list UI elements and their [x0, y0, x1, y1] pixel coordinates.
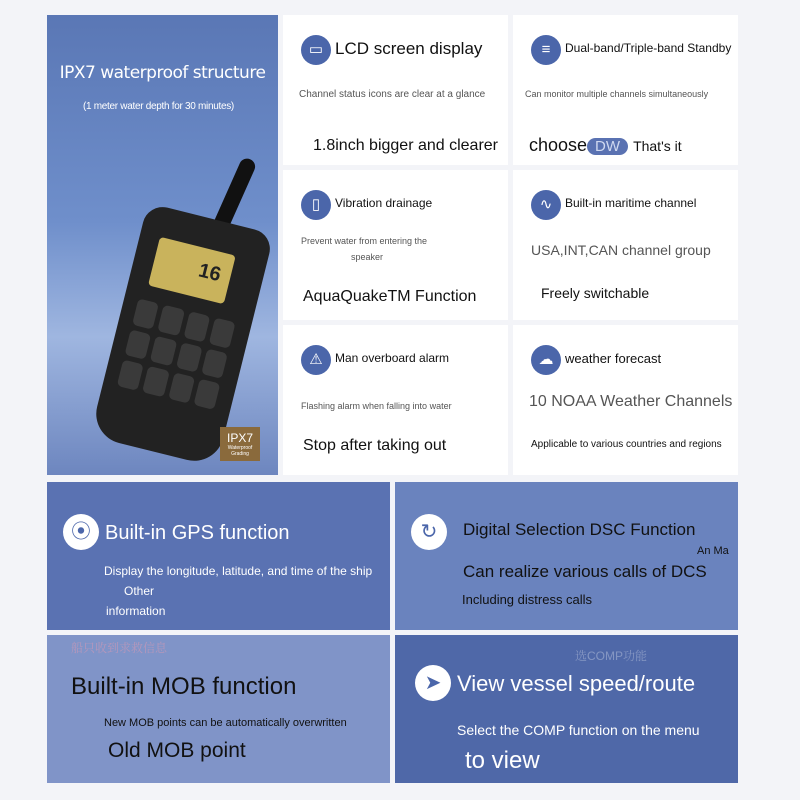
lcd-screen-icon: ▭	[301, 35, 331, 65]
panel-text: Old MOB point	[108, 739, 246, 762]
panel-text: Can realize various calls of DCS	[463, 562, 707, 581]
card-desc: Can monitor multiple channels simultaneously	[525, 89, 709, 99]
card-desc: Channel status icons are clear at a glance	[299, 89, 486, 100]
navigation-icon: ➤	[415, 665, 451, 701]
card-title: Man overboard alarm	[335, 351, 450, 365]
vibration-icon: ▯	[301, 190, 331, 220]
card-main: AquaQuakeTM Function	[303, 288, 477, 305]
alarm-icon: ⚠	[301, 345, 331, 375]
card-desc: Prevent water from entering the	[301, 236, 428, 246]
maritime-channel-icon: ∿	[531, 190, 561, 220]
panel-ghost-text: 船只收到求救信息	[71, 641, 168, 655]
card-weather	[513, 325, 738, 475]
hero-title: IPX7 waterproof structure	[59, 63, 266, 83]
gps-pin-icon: ⦿	[63, 514, 99, 550]
panel-speed-route	[395, 635, 738, 783]
panel-text: to view	[465, 747, 540, 774]
card-title: Dual-band/Triple-band Standby	[565, 41, 732, 55]
card-alarm	[283, 325, 508, 475]
card-title: Vibration drainage	[335, 196, 433, 210]
panel-title: Built-in GPS function	[105, 522, 290, 544]
card-main: Freely switchable	[541, 285, 650, 301]
panel-text: Select the COMP function on the menu	[457, 722, 700, 738]
panel-gps	[47, 482, 390, 630]
ipx7-hero-panel	[47, 15, 278, 475]
radio-lcd: 16	[148, 237, 236, 304]
card-vibration	[283, 170, 508, 320]
card-main: Stop after taking out	[303, 437, 447, 454]
card-desc: 10 NOAA Weather Channels	[529, 393, 733, 410]
hero-subtitle: (1 meter water depth for 30 minutes)	[83, 101, 234, 112]
card-main: 1.8inch bigger and clearer	[313, 137, 499, 154]
card-desc: speaker	[351, 252, 384, 262]
card-desc: Flashing alarm when falling into water	[301, 401, 452, 411]
panel-text: Including distress calls	[462, 592, 593, 607]
panel-title: Built-in MOB function	[71, 673, 297, 700]
card-title: weather forecast	[565, 351, 662, 366]
card-dual-band	[513, 15, 738, 165]
panel-text: An Ma	[697, 545, 729, 557]
panel-text: information	[106, 604, 166, 618]
card-title: LCD screen display	[335, 39, 483, 58]
card-desc: USA,INT,CAN channel group	[531, 242, 711, 258]
card-maritime	[513, 170, 738, 320]
ipx7-badge: IPX7 Waterproof Grading	[220, 427, 260, 461]
panel-mob	[47, 635, 390, 783]
dual-band-icon: ≡	[531, 35, 561, 65]
panel-dsc	[395, 482, 738, 630]
card-main: Applicable to various countries and regions	[531, 439, 722, 450]
panel-title: View vessel speed/route	[457, 671, 696, 696]
card-lcd	[283, 15, 508, 165]
panel-ghost-text: 选COMP功能	[575, 649, 648, 663]
panel-title: Digital Selection DSC Function	[463, 520, 696, 539]
weather-icon: ☁	[531, 345, 561, 375]
panel-text: Other	[124, 584, 155, 598]
radio-keypad	[117, 298, 236, 410]
panel-text: New MOB points can be automatically overwritten	[104, 717, 347, 729]
card-title: Built-in maritime channel	[565, 196, 697, 210]
panel-text: Display the longitude, latitude, and time of the ship	[104, 564, 373, 578]
card-main: choose DW That's it	[529, 135, 682, 155]
dsc-icon: ↻	[411, 514, 447, 550]
